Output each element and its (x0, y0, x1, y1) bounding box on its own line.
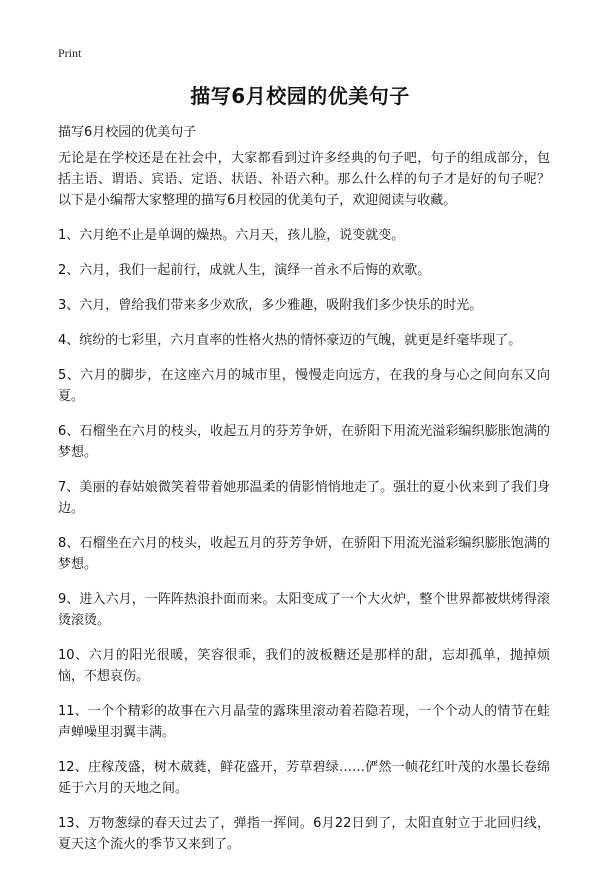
list-item: 6、石榴坐在六月的枝头，收起五月的芬芳争妍，在骄阳下用流光溢彩编织膨胀饱满的梦想。 (58, 424, 550, 460)
list-item: 11、一个个精彩的故事在六月晶莹的露珠里滚动着若隐若现，一个个动人的情节在蛙声蝉噪里羽翼丰满。 (58, 704, 550, 740)
document-subtitle: 描写6月校园的优美句子 (58, 125, 197, 140)
print-link[interactable]: Print (58, 46, 82, 60)
intro-paragraph: 无论是在学校还是在社会中，大家都看到过许多经典的句子吧，句子的组成部分，包括主语、谓语、宾语、定语、状语、补语六种。那么什么样的句子才是好的句子呢？以下是小编帮大家整理的描写6月校园的优美句子，欢迎阅读与收藏。 (58, 151, 550, 208)
list-item: 3、六月，曾给我们带来多少欢欣，多少雅趣，吸附我们多少快乐的时光。 (58, 298, 483, 313)
list-item: 4、缤纷的七彩里，六月直率的性格火热的情怀豪迈的气魄，就更是纤毫毕现了。 (58, 333, 522, 348)
list-item: 13、万物葱绿的春天过去了，弹指一挥间。6月22日到了，太阳直射立于北回归线，夏天这个流火的季节又来到了。 (58, 816, 550, 852)
list-item: 8、石榴坐在六月的枝头，收起五月的芬芳争妍，在骄阳下用流光溢彩编织膨胀饱满的梦想。 (58, 536, 550, 572)
list-item: 9、进入六月，一阵阵热浪扑面而来。太阳变成了一个大火炉，整个世界都被烘烤得滚烫滚烫。 (58, 592, 550, 628)
list-item: 1、六月绝不止是单调的燥热。六月天，孩儿脸，说变就变。 (58, 228, 405, 243)
list-item: 12、庄稼茂盛，树木葳蕤，鲜花盛开，芳草碧绿……俨然一帧花红叶茂的水墨长卷绵延于六月的天地之间。 (58, 760, 550, 796)
list-item: 10、六月的阳光很暖，笑容很乖，我们的波板糖还是那样的甜，忘却孤单，抛掉烦恼，不想哀伤。 (58, 648, 550, 684)
page-title: 描写6月校园的优美句子 (190, 84, 410, 108)
list-item: 5、六月的脚步，在这座六月的城市里，慢慢走向远方，在我的身与心之间向东又向夏。 (58, 368, 550, 404)
document-body (58, 148, 550, 869)
list-item: 7、美丽的春姑娘微笑着带着她那温柔的倩影悄悄地走了。强壮的夏小伙来到了我们身边。 (58, 480, 550, 516)
list-item: 2、六月，我们一起前行，成就人生，演绎一首永不后悔的欢歌。 (58, 263, 431, 278)
